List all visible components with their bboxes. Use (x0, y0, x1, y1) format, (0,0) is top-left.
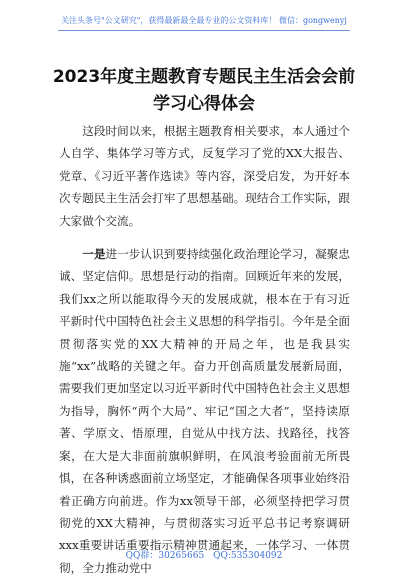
paragraph-lead: 一是 (82, 247, 106, 262)
title-line-1: 2023年度主题教育专题民主生活会会前 (52, 67, 356, 87)
header-divider (58, 30, 350, 31)
document-title (40, 64, 368, 118)
footer-qq-group[interactable]: QQ群：30265665 (125, 551, 205, 561)
footer-qq[interactable]: QQ:535304092 (213, 551, 283, 561)
paragraph-point-one (59, 243, 350, 579)
paragraph-text: 进一步认识到要持续强化政治理论学习，凝聚忠诚、坚定信仰。思想是行动的指南。回顾近年来的发展，我们xx之所以能取得今天的发展成就，根本在于有习近平新时代中国特色社会主义思想的科学指引。今年是全面贯彻落实党的XX大精神的开局之年，也是我县实施“xx”战略的关键之年。奋力开创高质量发展新局面，需要我们更加坚定以习近平新时代中国特色社会主义思想为指导，胸怀“两个大局”、牢记“国之大者”，坚持读原著、学原文、悟原理，自觉从中找方法、找路径，找答案，在大是大非面前旗帜鲜明，在风浪考验面前无所畏惧，在各种诱惑面前立场坚定，才能确保各项事业始终沿着正确方向前进。作为xx领导干部，必须坚持把学习贯彻党的XX大精神，与贯彻落实习近平总书记考察调研xxx重要讲话重要指示精神贯通起来，一体学习、一体贯彻，全力推动党中 (59, 247, 350, 575)
header-banner[interactable]: 关注头条号"公文研究"，获得最新最全最专业的公文资料库！ 微信：gongwenyj (61, 16, 347, 25)
paragraph-intro: 这段时间以来，根据主题教育相关要求，本人通过个人自学、集体学习等方式，反复学习了党的XX大报告、党章、《习近平著作选读》等内容，深受启发，为开好本次专题民主生活会打牢了思想基础。现结合工作实际，跟大家做个交流。 (59, 124, 350, 228)
footer-contact (0, 548, 408, 561)
document-body (59, 120, 350, 580)
title-line-2: 学习心得体会 (153, 94, 255, 114)
